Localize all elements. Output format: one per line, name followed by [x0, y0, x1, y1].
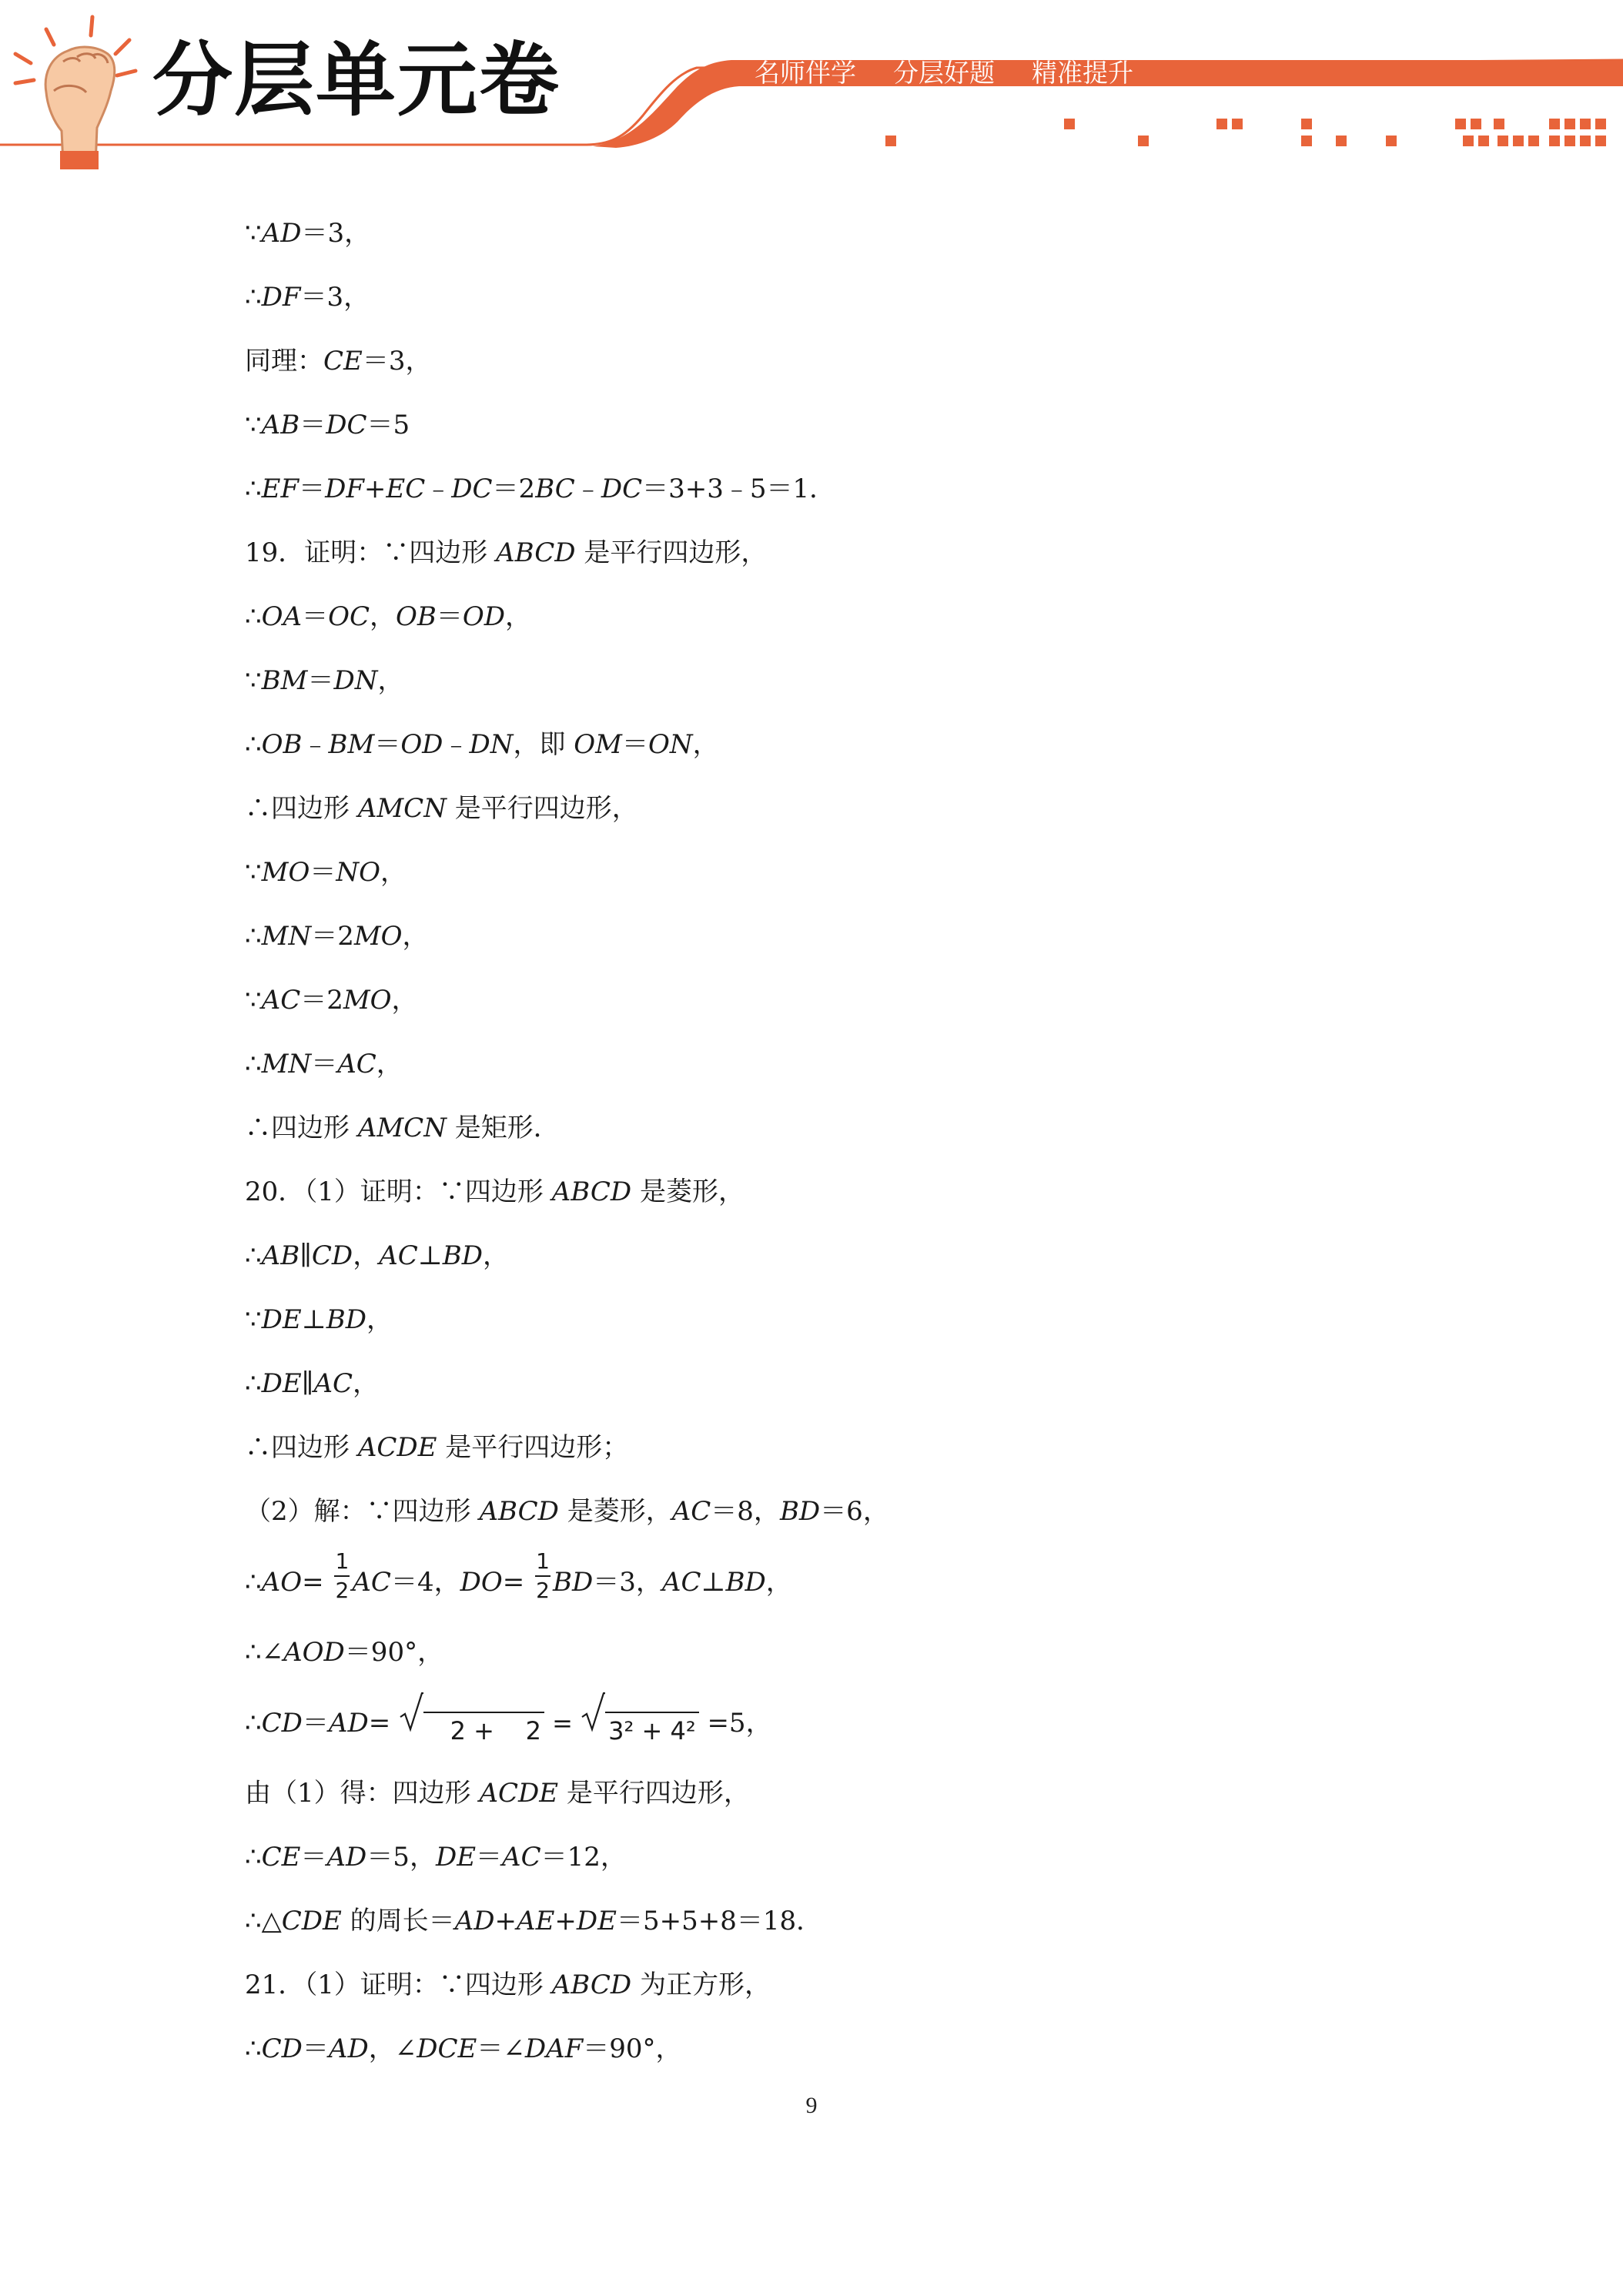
math-variable: DC	[601, 474, 643, 504]
math-variable: ABCD	[551, 1970, 632, 2000]
text-segment: +	[363, 474, 387, 504]
text-segment: ＝8，	[711, 1496, 780, 1527]
math-variable: EF	[261, 474, 300, 504]
text-segment: 是平行四边形，	[575, 537, 768, 568]
radicand: 2 + 2	[423, 1712, 544, 1750]
math-variable: OB	[395, 601, 437, 632]
math-variable: OD	[462, 601, 505, 632]
solution-line	[245, 1416, 1400, 1480]
math-operator: =	[544, 1709, 581, 1738]
math-variable: ACDE	[479, 1778, 559, 1809]
radicand: 3² + 4²	[605, 1712, 699, 1750]
solution-line	[245, 777, 1400, 841]
text-segment: ＝2	[300, 985, 343, 1016]
text-segment: 是平行四边形，	[446, 793, 638, 824]
fraction-denominator: 2	[536, 1578, 550, 1603]
text-segment: ﹣	[302, 729, 329, 760]
math-variable: AD	[328, 2033, 369, 2064]
text-segment: ＝	[302, 2033, 329, 2064]
text-segment: ＝	[311, 1049, 338, 1079]
math-variable: DE	[261, 1304, 302, 1335]
text-segment: ，	[353, 1240, 380, 1271]
text-segment: ∴△	[245, 1906, 282, 1936]
math-variable: DAF	[524, 2033, 584, 2064]
text-segment: ∵	[245, 985, 262, 1016]
text-segment: ∴	[245, 1240, 262, 1271]
math-variable: ABCD	[496, 537, 576, 568]
math-variable: AC	[502, 1842, 541, 1873]
math-variable: BD	[326, 1304, 366, 1335]
solution-line	[245, 457, 1400, 521]
text-segment: ∴四边形	[245, 793, 358, 824]
text-segment: ＝∠	[477, 2033, 525, 2064]
solution-line	[245, 393, 1400, 457]
text-segment: ＝	[374, 729, 401, 760]
text-segment: ∴	[245, 2033, 262, 2064]
solution-line	[245, 1480, 1400, 1544]
text-segment: ，	[380, 857, 407, 888]
slogan-1: 名师伴学	[755, 58, 856, 88]
solution-line	[245, 969, 1400, 1033]
text-segment: 的周长＝	[341, 1906, 455, 1936]
text-segment: ∵	[245, 410, 262, 440]
text-segment: 是平行四边形，	[558, 1778, 750, 1809]
math-variable: AC	[261, 985, 301, 1016]
text-segment: ∵	[245, 665, 262, 696]
text-segment: ∵	[245, 218, 262, 249]
text-segment: =	[302, 1567, 333, 1598]
text-segment: ∵	[245, 1304, 262, 1335]
solution-line	[245, 202, 1400, 266]
solution-line	[245, 1160, 1400, 1224]
text-segment: ＝3，	[300, 282, 370, 313]
math-variable: ABCD	[551, 1176, 632, 1207]
text-segment: ∴	[245, 1049, 262, 1079]
text-segment: +	[494, 1906, 517, 1936]
text-segment: ∴	[245, 474, 262, 504]
text-segment: ＝	[436, 601, 463, 632]
text-segment: =	[368, 1708, 400, 1739]
text-segment: ＝	[300, 1842, 327, 1873]
radical-sign	[581, 1692, 605, 1732]
math-variable: CE	[261, 1842, 301, 1873]
text-segment: ，	[483, 1240, 509, 1271]
brand-title: 分层单元卷	[152, 33, 561, 127]
text-segment: ＝5，	[366, 1842, 436, 1873]
text-segment: ＝12，	[540, 1842, 627, 1873]
square-root	[399, 1692, 544, 1745]
text-segment: ⊥	[301, 1304, 326, 1335]
square-root	[581, 1692, 699, 1745]
solution-line	[245, 1352, 1400, 1416]
page-header	[0, 0, 1623, 177]
math-variable: AMCN	[357, 1113, 447, 1143]
text-segment: =	[502, 1567, 534, 1598]
math-variable: OB	[261, 729, 303, 760]
text-segment: ∴	[245, 1842, 262, 1873]
text-segment: ＝	[299, 474, 326, 504]
solution-content	[245, 202, 1400, 2081]
solution-line	[245, 649, 1400, 713]
text-segment: ＝4，	[390, 1567, 460, 1598]
radical-sign	[399, 1692, 423, 1732]
text-segment: ＝5	[366, 410, 410, 440]
solution-line	[245, 1685, 1400, 1762]
math-variable: AC	[671, 1496, 711, 1527]
math-variable: OD	[400, 729, 443, 760]
math-variable: DE	[261, 1368, 302, 1399]
solution-line	[245, 713, 1400, 777]
text-segment: 是菱形，	[631, 1176, 745, 1207]
math-variable: AOD	[283, 1637, 345, 1668]
text-segment: 是矩形．	[446, 1113, 560, 1143]
text-segment: ∴四边形	[245, 1432, 358, 1463]
text-segment: ＝5+5+8＝18．	[616, 1906, 823, 1936]
math-variable: ACDE	[357, 1432, 437, 1463]
math-variable: DN	[333, 665, 378, 696]
math-variable: MO	[343, 985, 392, 1016]
text-segment: 19．证明：∵四边形	[245, 537, 497, 568]
text-segment: ＝	[310, 857, 336, 888]
math-variable: MO	[261, 857, 310, 888]
text-segment: ＝	[476, 1842, 503, 1873]
text-segment: ∴	[245, 282, 262, 313]
math-variable: CDE	[281, 1906, 342, 1936]
text-segment: ，	[765, 1567, 792, 1598]
text-segment: ﹣	[574, 474, 601, 504]
text-segment: ，即	[513, 729, 574, 760]
math-variable: AD	[328, 1708, 369, 1739]
text-segment: ∴四边形	[245, 1113, 358, 1143]
text-segment: ＝	[302, 1708, 329, 1739]
text-segment: ，	[376, 1049, 403, 1079]
fraction-numerator: 1	[536, 1548, 550, 1574]
solution-line	[245, 266, 1400, 330]
math-variable: DC	[326, 410, 367, 440]
slogan-2: 分层好题	[893, 58, 995, 88]
math-variable: CD	[261, 2033, 303, 2064]
math-variable: AD	[326, 1842, 367, 1873]
math-variable: AB	[261, 410, 300, 440]
fraction	[535, 1548, 550, 1603]
solution-line	[245, 330, 1400, 393]
text-segment: ，	[402, 921, 429, 952]
math-variable: MN	[261, 1049, 312, 1079]
math-variable: MN	[261, 921, 312, 952]
text-segment: ⊥	[417, 1240, 443, 1271]
math-variable: BD	[442, 1240, 483, 1271]
fraction-bar	[535, 1575, 550, 1577]
math-variable: OA	[261, 601, 303, 632]
math-variable: AD	[261, 218, 302, 249]
math-variable: CE	[323, 346, 363, 377]
math-variable: BC	[535, 474, 575, 504]
math-variable: AB	[261, 1240, 300, 1271]
text-segment: ∴	[245, 1368, 262, 1399]
math-variable: DC	[451, 474, 493, 504]
text-segment: ＝3+3﹣5＝1．	[642, 474, 836, 504]
math-variable: ABCD	[479, 1496, 559, 1527]
math-variable: DE	[435, 1842, 477, 1873]
text-segment: ＝	[302, 601, 329, 632]
solution-line	[245, 2017, 1400, 2081]
slogan-3: 精准提升	[1032, 58, 1133, 88]
solution-line	[245, 841, 1400, 905]
text-segment: 同理：	[245, 346, 323, 377]
math-variable: AC	[352, 1567, 391, 1598]
text-segment: 由（1）得：四边形	[245, 1778, 480, 1809]
text-segment: ∥	[300, 1240, 312, 1271]
text-segment: ∴	[245, 921, 262, 952]
math-variable: CD	[261, 1708, 303, 1739]
text-segment: ∴	[245, 601, 262, 632]
text-segment: 20．（1）证明：∵四边形	[245, 1176, 552, 1207]
pixel-decoration	[885, 119, 1606, 146]
math-variable: AC	[661, 1567, 701, 1598]
text-segment: ﹣	[443, 729, 470, 760]
math-variable: DE	[576, 1906, 617, 1936]
text-segment: ＝	[307, 665, 334, 696]
text-segment: （2）解：∵四边形	[245, 1496, 480, 1527]
text-segment: ＝3，	[301, 218, 371, 249]
text-segment: ＝3，	[362, 346, 432, 377]
text-segment: ，	[366, 1304, 393, 1335]
math-variable: DF	[325, 474, 364, 504]
text-segment: ，	[353, 1368, 380, 1399]
fraction-bar	[334, 1575, 350, 1577]
math-variable: BD	[553, 1567, 594, 1598]
text-segment: ∴	[245, 729, 262, 760]
text-segment: ∵	[245, 857, 262, 888]
text-segment: 为正方形，	[631, 1970, 771, 2000]
text-segment: ＝90°，	[344, 1637, 444, 1668]
solution-line	[245, 1224, 1400, 1288]
math-variable: AE	[517, 1906, 555, 1936]
math-variable: OC	[328, 601, 370, 632]
text-segment: ﹣	[425, 474, 452, 504]
math-variable: DCE	[417, 2033, 477, 2064]
text-segment: ∴	[245, 1708, 262, 1739]
math-variable: EC	[386, 474, 426, 504]
solution-line	[245, 1826, 1400, 1889]
solution-line	[245, 1096, 1400, 1160]
text-segment: ＝90°，	[583, 2033, 682, 2064]
solution-line	[245, 1288, 1400, 1352]
math-variable: AO	[261, 1567, 303, 1598]
solution-line	[245, 1889, 1400, 1953]
solution-line	[245, 1621, 1400, 1685]
math-variable: BD	[779, 1496, 821, 1527]
solution-line	[245, 1953, 1400, 2017]
text-segment: ，	[391, 985, 418, 1016]
solution-line	[245, 1033, 1400, 1096]
math-variable: AC	[379, 1240, 418, 1271]
math-variable: BD	[725, 1567, 766, 1598]
text-segment: ，∠	[368, 2033, 417, 2064]
math-variable: AD	[454, 1906, 495, 1936]
solution-line	[245, 1544, 1400, 1621]
text-segment: 是平行四边形；	[437, 1432, 629, 1463]
text-segment: =5，	[698, 1708, 772, 1739]
text-segment: ∴∠	[245, 1637, 284, 1668]
text-segment: ，	[504, 601, 531, 632]
solution-line	[245, 905, 1400, 969]
text-segment: ，	[692, 729, 719, 760]
math-variable: OM	[574, 729, 622, 760]
math-variable: AMCN	[357, 793, 447, 824]
fraction-numerator: 1	[335, 1548, 350, 1574]
math-variable: BM	[261, 665, 308, 696]
text-segment: ＝2	[311, 921, 354, 952]
math-variable: MO	[353, 921, 403, 952]
raised-fist-icon	[15, 17, 136, 169]
math-variable: NO	[336, 857, 380, 888]
math-variable: AC	[337, 1049, 376, 1079]
text-segment: ⊥	[701, 1567, 726, 1598]
text-segment: ∥	[301, 1368, 314, 1399]
solution-line	[245, 521, 1400, 585]
math-variable: CD	[311, 1240, 353, 1271]
math-variable: ON	[648, 729, 693, 760]
page-number: 9	[805, 2093, 818, 2118]
text-segment: ＝6，	[820, 1496, 889, 1527]
math-variable: DO	[460, 1567, 503, 1598]
solution-line	[245, 1762, 1400, 1826]
solution-line	[245, 585, 1400, 649]
text-segment: ，	[369, 601, 396, 632]
text-segment: 是菱形，	[558, 1496, 672, 1527]
math-variable: AC	[313, 1368, 353, 1399]
text-segment: ∴	[245, 1567, 262, 1598]
text-segment: +	[554, 1906, 577, 1936]
text-segment: ＝2	[492, 474, 536, 504]
math-variable: DN	[469, 729, 514, 760]
text-segment: ＝3，	[593, 1567, 662, 1598]
math-variable: DF	[261, 282, 301, 313]
math-variable: BM	[328, 729, 375, 760]
text-segment: ，	[377, 665, 404, 696]
fraction-denominator: 2	[335, 1578, 350, 1603]
fraction	[334, 1548, 350, 1603]
text-segment: 21．（1）证明：∵四边形	[245, 1970, 552, 2000]
text-segment: ＝	[621, 729, 648, 760]
text-segment: ＝	[300, 410, 326, 440]
